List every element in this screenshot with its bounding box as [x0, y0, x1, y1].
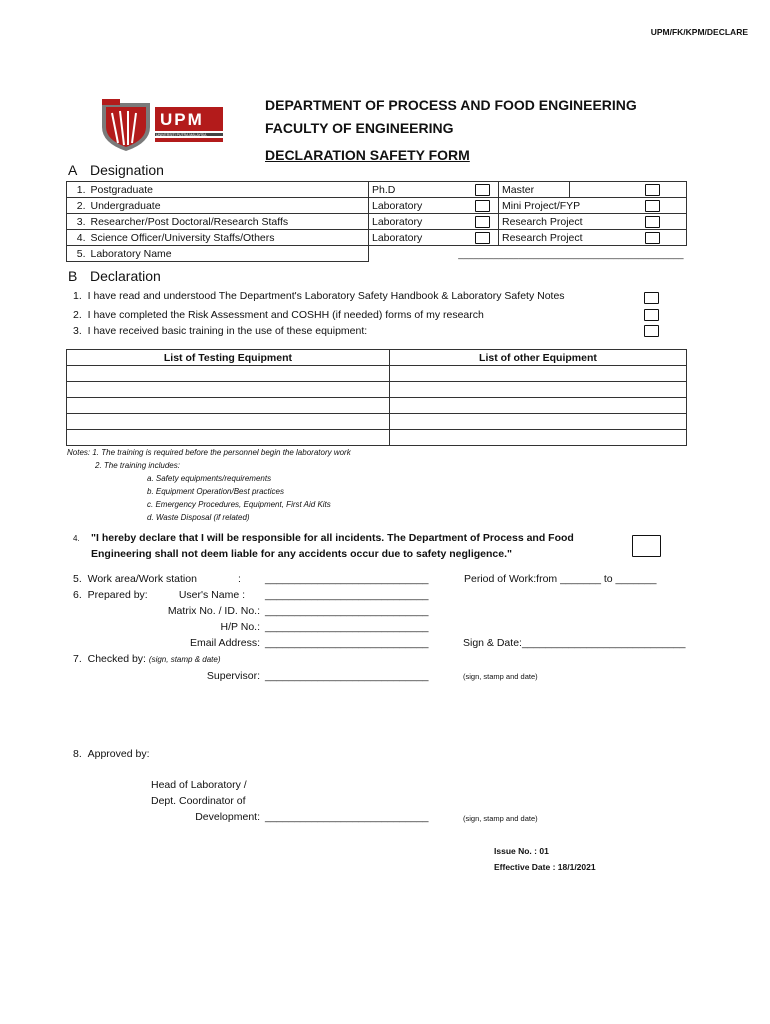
table-cell[interactable]: [389, 366, 686, 382]
hp-no-label: H/P No.:: [220, 621, 260, 633]
table-row: [67, 414, 687, 430]
head-of-lab-field[interactable]: ____________________________: [265, 811, 429, 823]
email-field[interactable]: ____________________________: [265, 637, 429, 649]
option-laboratory: Laboratory: [372, 215, 423, 228]
item-number: 8.: [73, 748, 82, 760]
logo-subtitle: UNIVERSITI PUTRA MALAYSIA: [156, 133, 207, 137]
item-text: I have completed the Risk Assessment and COSHH (if needed) forms of my research: [87, 309, 484, 321]
table-cell[interactable]: [389, 414, 686, 430]
option-research-project: Research Project: [502, 215, 583, 228]
period-of-work-field[interactable]: Period of Work:from _______ to _______: [464, 573, 657, 585]
checkbox-officer-laboratory[interactable]: [475, 232, 490, 244]
table-row: [67, 382, 687, 398]
item-text: I have received basic training in the use of these equipment:: [87, 325, 368, 337]
table-cell[interactable]: [67, 398, 390, 414]
supervisor-sign-note: (sign, stamp and date): [463, 672, 538, 681]
table-row: [67, 366, 687, 382]
logo-text: UPM: [160, 110, 204, 129]
laboratory-name-label: Laboratory Name: [88, 246, 369, 262]
designation-label: Undergraduate: [88, 198, 369, 214]
head-of-lab-line-1: Head of Laboratory /: [151, 779, 247, 791]
option-research-project: Research Project: [502, 231, 583, 244]
checkbox-basic-training[interactable]: [644, 325, 659, 337]
user-name-field[interactable]: ____________________________: [265, 589, 429, 601]
work-area-label: Work area/Work station: [87, 573, 197, 585]
laboratory-name-field[interactable]: _____________________________________________: [458, 248, 684, 259]
designation-label: Researcher/Post Doctoral/Research Staffs: [88, 214, 369, 230]
table-cell[interactable]: [67, 430, 390, 446]
checkbox-risk-assessment[interactable]: [644, 309, 659, 321]
section-a-heading: [68, 162, 164, 178]
row-number: 1.: [67, 182, 88, 198]
item-number: 5.: [73, 573, 82, 585]
table-row: [67, 246, 687, 262]
table-cell[interactable]: [67, 382, 390, 398]
note-2d: d. Waste Disposal (if related): [147, 513, 250, 522]
table-row: [67, 182, 687, 198]
column-header-other: List of other Equipment: [389, 350, 686, 366]
head-of-lab-line-3: Development:: [195, 811, 260, 823]
work-area-colon: :: [238, 573, 241, 585]
item-number: 7.: [73, 653, 82, 665]
note-2a: a. Safety equipments/requirements: [147, 474, 272, 483]
section-b-letter: B: [68, 268, 78, 284]
supervisor-label: Supervisor:: [206, 670, 260, 682]
checkbox-master[interactable]: [645, 184, 660, 196]
note-2b: b. Equipment Operation/Best practices: [147, 487, 284, 496]
designation-label: Postgraduate: [88, 182, 369, 198]
declaration-item-3: [73, 325, 367, 337]
table-header-row: [67, 350, 687, 366]
section-a-letter: A: [68, 162, 78, 178]
section-a-title: Designation: [90, 162, 164, 178]
checkbox-declaration[interactable]: [632, 535, 661, 557]
email-label: Email Address:: [189, 637, 260, 649]
work-area-row: [73, 573, 197, 585]
checkbox-officer-project[interactable]: [645, 232, 660, 244]
checked-by-note: (sign, stamp & date): [148, 655, 221, 664]
prepared-by-label: Prepared by:: [87, 589, 148, 601]
table-row: [67, 230, 687, 246]
hp-no-field[interactable]: ____________________________: [265, 621, 429, 633]
note-2: 2. The training includes:: [95, 461, 180, 470]
declaration-line-1: "I hereby declare that I will be responsible for all incidents. The Department of Process and Food: [91, 532, 574, 544]
column-header-testing: List of Testing Equipment: [67, 350, 390, 366]
table-row: [67, 198, 687, 214]
declaration-item-2: [73, 309, 484, 321]
sign-date-field[interactable]: Sign & Date:____________________________: [463, 637, 686, 649]
checked-by-row: [73, 653, 221, 665]
equipment-table: [66, 349, 687, 446]
declaration-number: 4.: [73, 534, 80, 543]
item-number: 6.: [73, 589, 82, 601]
document-code: UPM/FK/KPM/DECLARE: [650, 27, 748, 37]
head-of-lab-line-2: Dept. Coordinator of: [151, 795, 246, 807]
row-number: 5.: [67, 246, 88, 262]
option-mini-project: Mini Project/FYP: [502, 199, 581, 212]
option-laboratory: Laboratory: [372, 231, 423, 244]
table-cell[interactable]: [389, 430, 686, 446]
designation-table: [66, 181, 687, 262]
declaration-item-1: [73, 290, 565, 302]
row-number: 2.: [67, 198, 88, 214]
issue-number: Issue No. : 01: [494, 846, 549, 856]
approved-by-row: [73, 748, 149, 760]
checkbox-undergrad-laboratory[interactable]: [475, 200, 490, 212]
row-number: 3.: [67, 214, 88, 230]
item-number: 3.: [73, 325, 82, 337]
matrix-no-field[interactable]: ____________________________: [265, 605, 429, 617]
matrix-no-label: Matrix No. / ID. No.:: [167, 605, 260, 617]
user-name-label: User's Name :: [178, 589, 245, 601]
department-title: DEPARTMENT OF PROCESS AND FOOD ENGINEERING: [265, 97, 637, 113]
faculty-title: FACULTY OF ENGINEERING: [265, 120, 454, 136]
item-text: I have read and understood The Department's Laboratory Safety Handbook & Laboratory Safety Notes: [87, 290, 565, 302]
section-b-heading: [68, 268, 161, 284]
approved-by-label: Approved by:: [87, 748, 150, 760]
table-cell[interactable]: [67, 414, 390, 430]
table-row: [67, 214, 687, 230]
designation-label: Science Officer/University Staffs/Others: [88, 230, 369, 246]
declaration-line-2: Engineering shall not deem liable for any accidents occur due to safety negligence.": [91, 548, 512, 560]
section-b-title: Declaration: [90, 268, 161, 284]
table-cell[interactable]: [67, 366, 390, 382]
option-phd: Ph.D: [372, 183, 396, 196]
prepared-by-row: [73, 589, 148, 601]
checkbox-researcher-project[interactable]: [645, 216, 660, 228]
table-row: [67, 398, 687, 414]
option-laboratory: Laboratory: [372, 199, 423, 212]
checked-by-label: Checked by:: [87, 653, 146, 665]
item-number: 2.: [73, 309, 82, 321]
form-title: DECLARATION SAFETY FORM: [265, 147, 470, 163]
effective-date: Effective Date : 18/1/2021: [494, 862, 596, 872]
table-cell[interactable]: [389, 382, 686, 398]
work-area-field[interactable]: ____________________________: [265, 573, 429, 585]
note-1: Notes: 1. The training is required before the personnel begin the laboratory work: [67, 448, 351, 457]
checkbox-phd[interactable]: [475, 184, 490, 196]
head-sign-note: (sign, stamp and date): [463, 814, 538, 823]
checkbox-handbook[interactable]: [644, 292, 659, 304]
table-row: [67, 430, 687, 446]
table-cell[interactable]: [389, 398, 686, 414]
checkbox-mini-project[interactable]: [645, 200, 660, 212]
option-master: Master: [502, 183, 535, 196]
checkbox-researcher-laboratory[interactable]: [475, 216, 490, 228]
note-2c: c. Emergency Procedures, Equipment, First Aid Kits: [147, 500, 331, 509]
supervisor-field[interactable]: ____________________________: [265, 670, 429, 682]
item-number: 1.: [73, 290, 82, 302]
row-number: 4.: [67, 230, 88, 246]
